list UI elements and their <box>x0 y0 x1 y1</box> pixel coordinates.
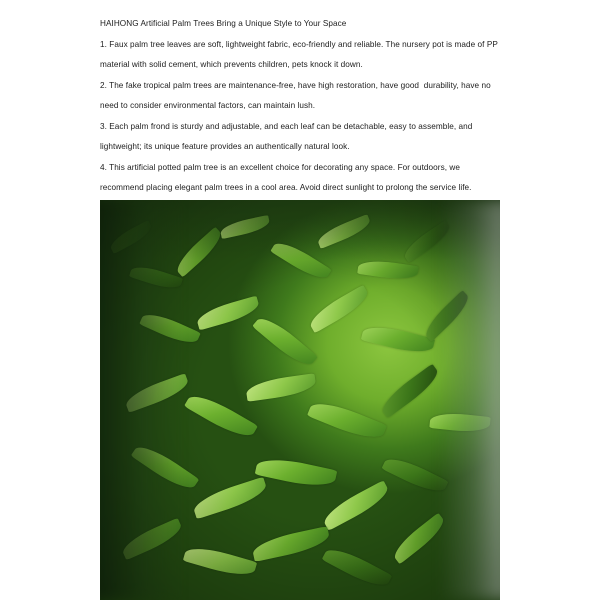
page-title: HAIHONG Artificial Palm Trees Bring a Unique Style to Your Space <box>100 19 347 28</box>
description-paragraph-4: 4. This artificial potted palm tree is an excellent choice for decorating any space. For outdoors, we recommend placing elegant palm trees in a cool area. Avoid direct sunlight to prolong the service life. <box>100 162 472 192</box>
description-paragraph-2: 2. The fake tropical palm trees are maintenance-free, have high restoration, have good durability, have no need to consider environmental factors, can maintain lush. <box>100 80 494 110</box>
description-paragraph-3: 3. Each palm frond is sturdy and adjustable, and each leaf can be detachable, easy to assemble, and lightweight; its unique feature provides an authentically natural look. <box>100 121 475 151</box>
product-description-block <box>100 14 502 199</box>
image-left-blur <box>100 200 180 600</box>
description-paragraph-1: 1. Faux palm tree leaves are soft, lightweight fabric, eco-friendly and reliable. The nursery pot is made of PP material with solid cement, which prevents children, pets knock it down. <box>100 39 501 69</box>
image-right-blur <box>440 200 500 600</box>
product-image <box>100 200 500 600</box>
